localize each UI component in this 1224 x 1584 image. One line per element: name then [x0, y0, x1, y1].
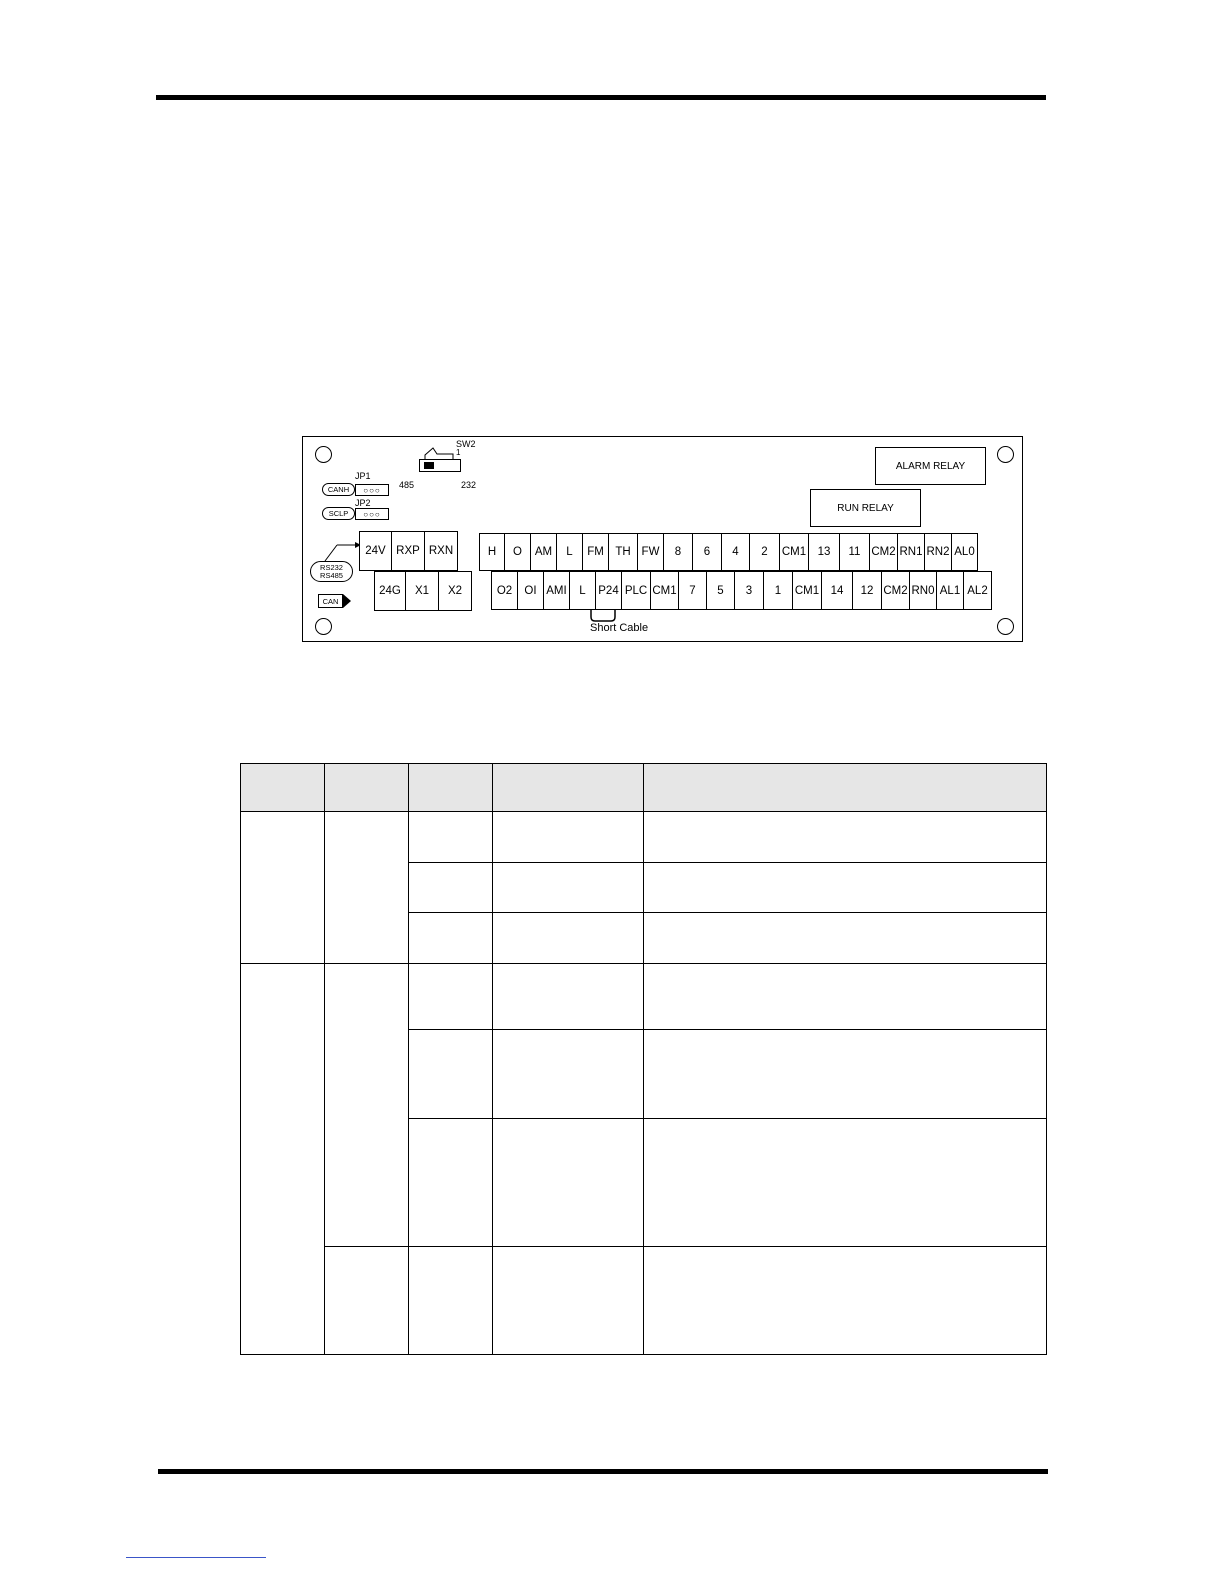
short-cable-icon: [588, 609, 618, 623]
jumper-jp1-connector: CANH: [322, 483, 355, 496]
footer-link-underline: [126, 1557, 266, 1558]
table-cell: [644, 1030, 1047, 1119]
can-arrow-icon: [343, 594, 352, 608]
jumper-jp2-connector: SCLP: [322, 507, 355, 520]
callout-arrow-icon: [323, 537, 363, 563]
main-bottom-terminal: PLC: [621, 571, 651, 610]
table-cell: [644, 913, 1047, 964]
switch-label-232: 232: [461, 480, 477, 490]
mounting-hole-bottom-left: [315, 618, 332, 635]
table-cell: [325, 812, 409, 964]
main-bottom-terminal: 5: [706, 571, 735, 610]
terminal-24v: 24V: [359, 531, 392, 571]
main-bottom-terminal: 1: [763, 571, 793, 610]
terminal-x2: X2: [438, 571, 472, 611]
main-top-terminal: L: [556, 533, 583, 571]
main-bottom-terminal: AMI: [543, 571, 570, 610]
run-relay: RUN RELAY: [810, 489, 921, 527]
table-header-cell: [325, 764, 409, 812]
switch-label-485: 485: [399, 480, 415, 490]
mounting-hole-top-right: [997, 446, 1014, 463]
main-top-terminal: 8: [663, 533, 693, 571]
main-top-terminal: 6: [692, 533, 722, 571]
table-cell: [493, 1119, 644, 1247]
table-cell: [644, 1247, 1047, 1355]
table-cell: [241, 964, 325, 1355]
table-header-cell: [241, 764, 325, 812]
short-cable-label: Short Cable: [590, 622, 649, 634]
main-top-terminal: 11: [839, 533, 870, 571]
table-header-cell: [493, 764, 644, 812]
main-top-terminal: RN2: [924, 533, 952, 571]
table-cell: [325, 1247, 409, 1355]
table-cell: [644, 1119, 1047, 1247]
main-bottom-terminal: 12: [852, 571, 882, 610]
main-bottom-terminal: O2: [491, 571, 518, 610]
switch-mark: 1: [456, 448, 461, 457]
main-top-terminal: AL0: [951, 533, 978, 571]
jumper-jp1-pins-icon: ○○○: [355, 484, 389, 496]
main-bottom-terminal: CM1: [792, 571, 822, 610]
table-cell: [644, 964, 1047, 1030]
terminal-spec-table: [240, 763, 1047, 1355]
table-cell: [493, 812, 644, 863]
table-row: [241, 812, 1047, 863]
main-bottom-terminal: CM1: [650, 571, 679, 610]
terminal-board-diagram: [302, 436, 1023, 642]
comm-callout-line2: RS485: [320, 571, 343, 580]
main-top-terminal: 13: [808, 533, 840, 571]
table-cell: [644, 812, 1047, 863]
jumper-jp2-label: JP2: [355, 498, 371, 508]
table-row: [241, 964, 1047, 1030]
table-cell: [493, 964, 644, 1030]
switch-name: SW2: [456, 439, 476, 449]
main-bottom-terminal: 7: [678, 571, 707, 610]
terminal-rxp: RXP: [391, 531, 425, 571]
main-top-terminal: CM1: [779, 533, 809, 571]
main-bottom-terminal: P24: [595, 571, 622, 610]
table-cell: [409, 1119, 493, 1247]
terminal-rxn: RXN: [424, 531, 458, 571]
alarm-relay: ALARM RELAY: [875, 447, 986, 485]
main-bottom-terminal: RN0: [909, 571, 937, 610]
comm-callout: [310, 561, 353, 582]
table-cell: [493, 1030, 644, 1119]
main-top-terminal: FM: [582, 533, 609, 571]
table-header-cell: [644, 764, 1047, 812]
table-cell: [409, 964, 493, 1030]
terminal-24g: 24G: [374, 571, 406, 611]
table-cell: [493, 863, 644, 913]
main-bottom-terminal: CM2: [881, 571, 910, 610]
mounting-hole-top-left: [315, 446, 332, 463]
main-top-terminal: CM2: [869, 533, 898, 571]
table-cell: [409, 913, 493, 964]
table-cell: [409, 1247, 493, 1355]
mounting-hole-bottom-right: [997, 618, 1014, 635]
table-cell: [493, 913, 644, 964]
table-cell: [409, 812, 493, 863]
switch-slider-icon: [424, 462, 434, 469]
table-cell: [409, 863, 493, 913]
main-top-terminal: AM: [530, 533, 557, 571]
main-top-terminal: H: [479, 533, 505, 571]
header-rule: [156, 95, 1046, 100]
main-bottom-terminal: L: [569, 571, 596, 610]
table-cell: [493, 1247, 644, 1355]
table-header-row: [241, 764, 1047, 812]
main-bottom-terminal: AL2: [963, 571, 992, 610]
table-cell: [325, 964, 409, 1247]
main-top-terminal: O: [504, 533, 531, 571]
table-header-cell: [409, 764, 493, 812]
main-top-terminal: TH: [608, 533, 638, 571]
main-top-terminal: 2: [749, 533, 780, 571]
table-row: [241, 1247, 1047, 1355]
footer-rule: [158, 1469, 1048, 1474]
jumper-jp2-pins-icon: ○○○: [355, 508, 389, 520]
comm-callout-line1: RS232: [320, 563, 343, 572]
table-cell: [409, 1030, 493, 1119]
main-top-terminal: FW: [637, 533, 664, 571]
table-cell: [644, 863, 1047, 913]
table-cell: [241, 812, 325, 964]
can-label-text: CAN: [322, 596, 339, 606]
main-bottom-terminal: AL1: [936, 571, 964, 610]
main-top-terminal: 4: [721, 533, 750, 571]
main-bottom-terminal: 3: [734, 571, 764, 610]
main-top-terminal: RN1: [897, 533, 925, 571]
terminal-x1: X1: [405, 571, 439, 611]
main-bottom-terminal: OI: [517, 571, 544, 610]
jumper-jp1-label: JP1: [355, 471, 371, 481]
can-label: [318, 594, 343, 608]
main-bottom-terminal: 14: [821, 571, 853, 610]
